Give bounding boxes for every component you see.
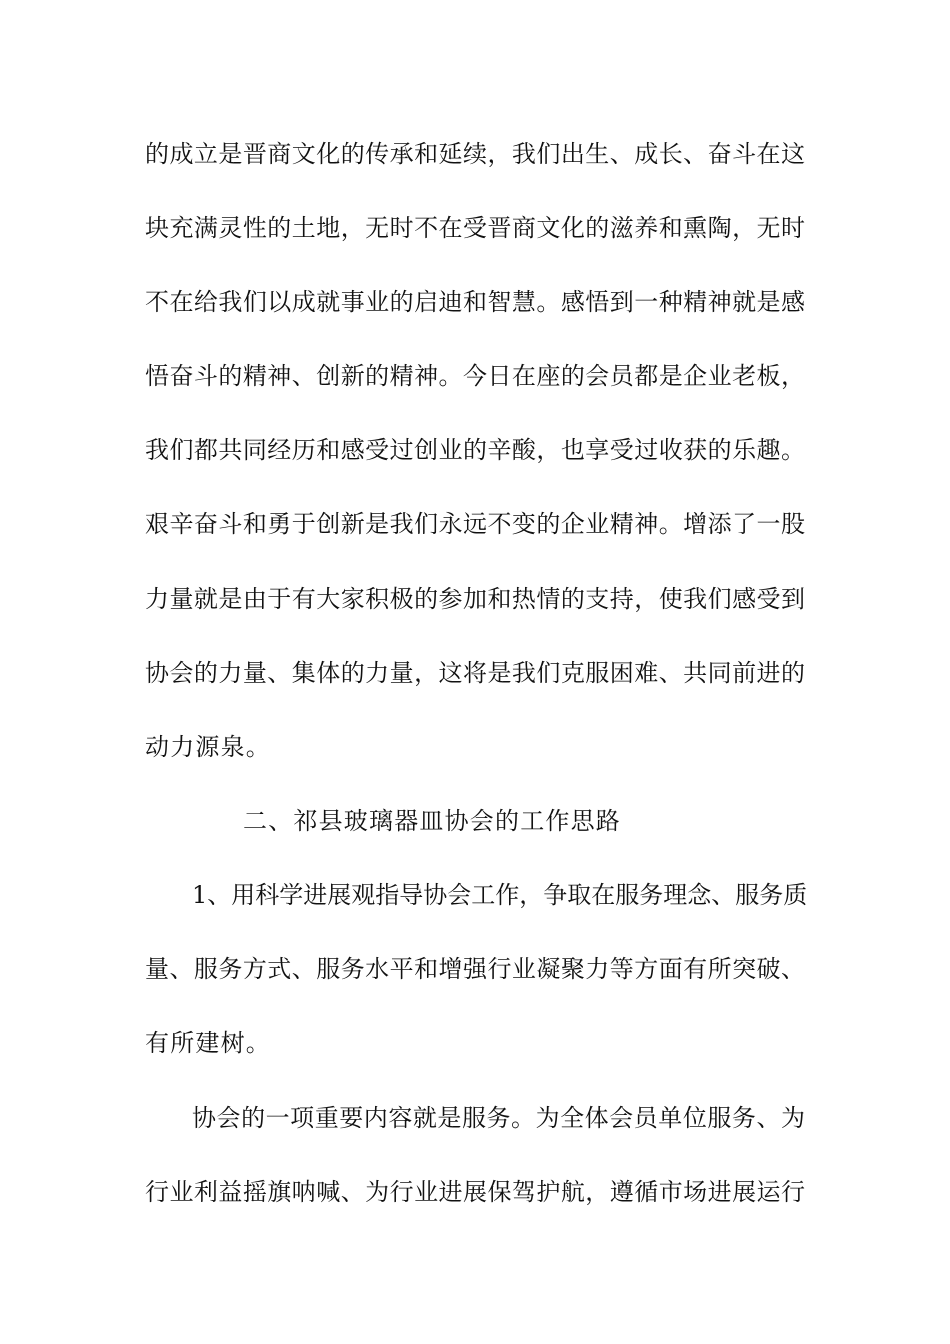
paragraph-line: 不在给我们以成就事业的启迪和智慧。感悟到一种精神就是感	[145, 288, 805, 316]
paragraph-line: 力量就是由于有大家积极的参加和热情的支持，使我们感受到	[145, 585, 805, 613]
paragraph-line: 协会的力量、集体的力量，这将是我们克服困难、共同前进的	[145, 659, 805, 687]
paragraph-line-last: 有所建树。	[145, 1029, 271, 1057]
section-heading: 二、祁县玻璃器皿协会的工作思路	[243, 807, 621, 835]
paragraph-line: 艰辛奋斗和勇于创新是我们永远不变的企业精神。增添了一股	[145, 510, 805, 538]
paragraph-line-last: 动力源泉。	[145, 733, 271, 761]
paragraph-line-first: 1、用科学进展观指导协会工作，争取在服务理念、服务质	[192, 881, 808, 909]
paragraph-line: 悟奋斗的精神、创新的精神。今日在座的会员都是企业老板，	[145, 362, 805, 390]
paragraph-line: 块充满灵性的土地，无时不在受晋商文化的滋养和熏陶，无时	[145, 214, 805, 242]
paragraph-line: 行业利益摇旗呐喊、为行业进展保驾护航，遵循市场进展运行	[145, 1178, 805, 1206]
paragraph-line: 我们都共同经历和感受过创业的辛酸，也享受过收获的乐趣。	[145, 436, 805, 464]
paragraph-line-first: 协会的一项重要内容就是服务。为全体会员单位服务、为	[192, 1104, 805, 1132]
paragraph-line: 的成立是晋商文化的传承和延续，我们出生、成长、奋斗在这	[145, 140, 805, 168]
paragraph-line: 量、服务方式、服务水平和增强行业凝聚力等方面有所突破、	[145, 955, 805, 983]
